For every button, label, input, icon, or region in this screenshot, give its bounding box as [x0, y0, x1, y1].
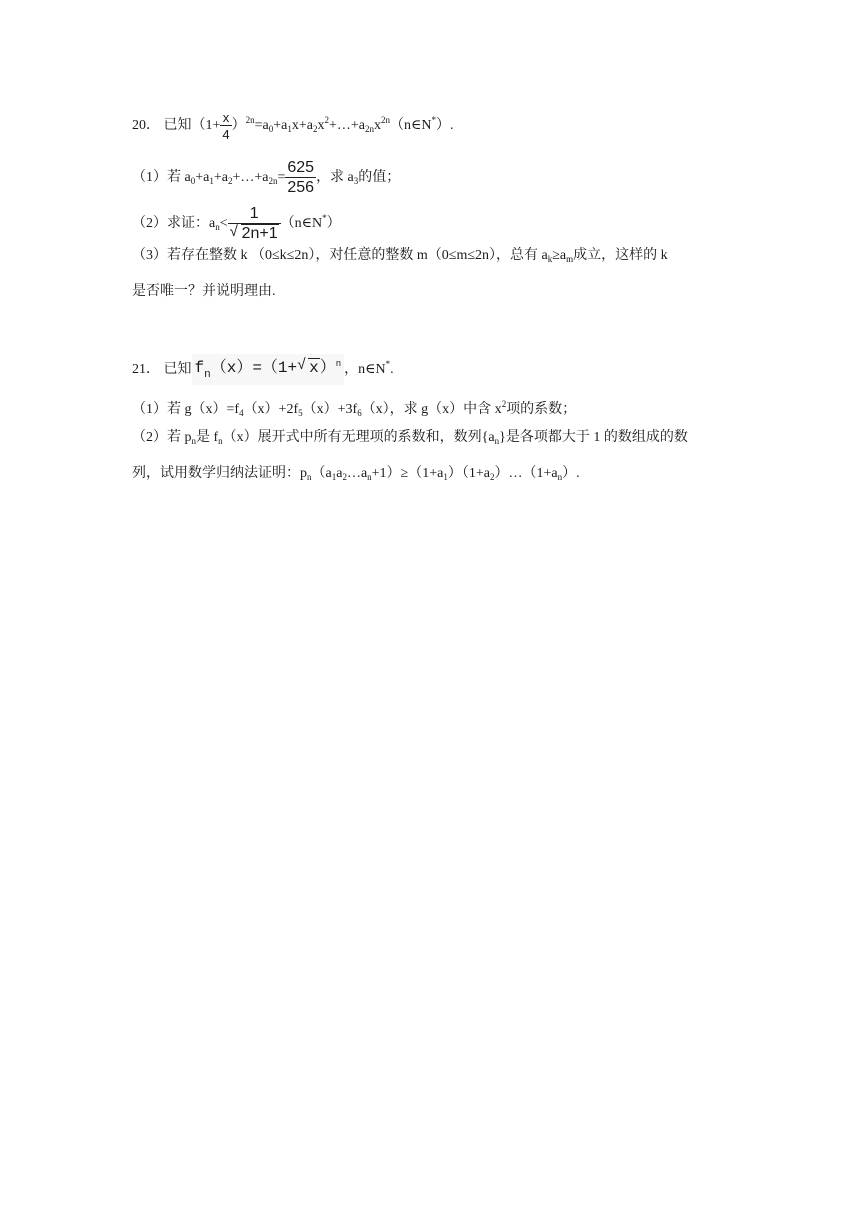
q20-part1: [132, 160, 400, 196]
stem-text: x: [373, 118, 381, 133]
subscript: n: [218, 436, 223, 446]
stem-text: =a: [254, 118, 269, 133]
q20-part3-line1: [132, 246, 668, 269]
stem-text: +a: [273, 118, 288, 133]
part-text: 是否唯一？并说明理由.: [132, 284, 276, 299]
question-number: 20．: [132, 118, 160, 133]
part-text: }是各项都大于 1 的数组成的数: [499, 430, 688, 445]
q21-part2-line2: [132, 464, 580, 487]
part-text: +a: [213, 170, 228, 186]
part-text: 是 f: [196, 430, 219, 445]
exponent: 2n: [380, 115, 390, 125]
subscript: n: [367, 472, 372, 482]
part-text: ）…（1+a: [494, 466, 558, 481]
subscript: 2: [489, 472, 495, 482]
q21-part1: [132, 394, 576, 423]
radicand: x: [309, 359, 319, 378]
part-text: ）（1+a: [447, 466, 490, 481]
subscript: 4: [239, 408, 244, 418]
fraction-x-over-4: [220, 111, 231, 141]
formula-fn: [192, 354, 345, 385]
part-text: 成立，这样的 k: [573, 248, 668, 263]
part-text: （a: [311, 466, 332, 481]
subscript: 6: [357, 408, 362, 418]
subscript: m: [566, 254, 574, 264]
part-text: （3）若存在整数 k （0≤k≤2n），对任意的整数 m（0≤m≤2n），总有 a: [132, 248, 548, 263]
formula-text: f: [194, 359, 205, 378]
subscript: 1: [287, 124, 292, 134]
stem-text: （n∈N: [389, 118, 432, 133]
frac-num: 625: [287, 159, 315, 176]
exponent: 2n: [245, 115, 255, 125]
stem-text: .: [390, 362, 394, 377]
subscript: n: [204, 369, 211, 382]
part-text: （2）若 p: [132, 430, 192, 445]
question-number: 21．: [132, 362, 160, 377]
subscript: 1: [443, 472, 448, 482]
subscript: 0: [190, 176, 196, 187]
part-text: 列，试用数学归纳法证明：p: [132, 466, 307, 481]
stem-text: 已知: [163, 362, 192, 377]
q21-stem: [132, 354, 394, 385]
part-text: ）.: [562, 466, 580, 481]
part-text: ）: [326, 216, 341, 232]
exponent: n: [335, 359, 342, 370]
stem-text: x+a: [291, 118, 313, 133]
exponent: *: [431, 115, 436, 125]
subscript: 3: [353, 176, 359, 187]
subscript: n: [557, 472, 563, 482]
frac-den: 256: [287, 179, 315, 196]
stem-text: ，n∈N: [344, 362, 386, 377]
radicand: 2n+1: [241, 225, 278, 242]
frac-num: 1: [228, 206, 281, 224]
sqrt-icon: √ 2n+1: [229, 223, 278, 242]
subscript: 2: [312, 124, 318, 134]
frac-num: x: [220, 111, 231, 126]
subscript: 2n: [364, 124, 374, 134]
stem-text: 已知（1+: [163, 118, 221, 133]
sqrt-icon: √ x: [297, 357, 319, 378]
part-text: 的值；: [358, 170, 401, 186]
exponent: 2: [501, 399, 507, 409]
subscript: 1: [331, 472, 337, 482]
q21-part2-line1: [132, 428, 688, 451]
exponent: 2: [324, 115, 329, 125]
part-text: +…+a: [232, 170, 269, 186]
subscript: 2: [227, 176, 233, 187]
part-text: （n∈N: [280, 216, 323, 232]
fraction-625-over-256: [285, 160, 316, 196]
stem-text: +…+a: [328, 118, 365, 133]
part-text: ≥a: [552, 248, 567, 263]
fraction-1-over-sqrt: [228, 206, 281, 242]
part-text: <: [219, 216, 228, 232]
part-text: （x）+3f: [302, 402, 358, 417]
subscript: n: [191, 436, 196, 446]
frac-den: 4: [222, 126, 230, 142]
stem-text: ）.: [435, 118, 454, 133]
part-text: a: [336, 466, 343, 481]
part-text: =: [277, 170, 286, 186]
part-text: …a: [346, 466, 368, 481]
part-text: +a: [195, 170, 210, 186]
stem-text: ）: [231, 118, 246, 133]
stem-text: x: [317, 118, 325, 133]
part-text: （x），求 g（x）中含 x: [361, 402, 502, 417]
q20-part3-line2: [132, 282, 276, 302]
part-text: （x）+2f: [243, 402, 299, 417]
subscript: 5: [298, 408, 303, 418]
subscript: 2: [342, 472, 347, 482]
part-text: （1）若 g（x）=f: [132, 402, 240, 417]
subscript: 2n: [268, 176, 278, 187]
subscript: k: [547, 254, 553, 264]
subscript: n: [307, 472, 312, 482]
formula-text: （x）=（1+: [210, 359, 298, 378]
exponent: *: [385, 359, 391, 369]
subscript: n: [215, 222, 220, 233]
subscript: 1: [209, 176, 214, 187]
part-text: ，求 a: [316, 170, 354, 186]
part-text: +1）≥（1+a: [371, 466, 444, 481]
part-text: （1）若 a: [132, 170, 191, 186]
q20-stem: [132, 110, 453, 141]
formula-text: ）: [319, 359, 336, 378]
part-text: 项的系数；: [506, 402, 577, 417]
part-text: （x）展开式中所有无理项的系数和，数列{a: [222, 430, 495, 445]
subscript: 0: [268, 124, 274, 134]
part-text: （2）求证：a: [132, 216, 216, 232]
exponent: *: [322, 213, 327, 224]
q20-part2: [132, 206, 341, 242]
subscript: n: [494, 436, 500, 446]
